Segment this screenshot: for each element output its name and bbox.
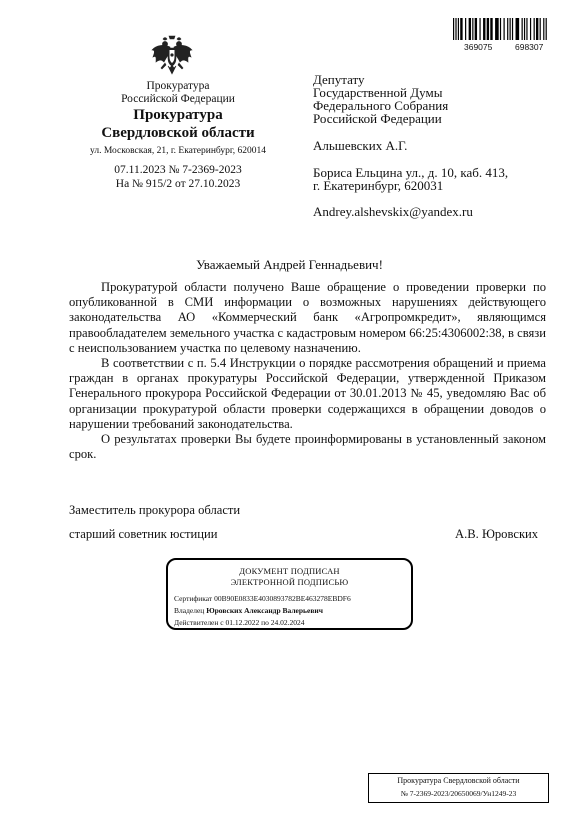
barcode-bar [475,18,477,40]
barcode-bar [540,18,541,40]
sender-org-line1: Прокуратура [146,80,210,92]
recipient-line: Российской Федерации [313,111,442,126]
registration-org: Прокуратура Свердловской области [397,776,520,785]
barcode-bar [500,18,501,40]
stamp-valid-to: 24.02.2024 [270,618,305,627]
body-paragraph: О результатах проверки Вы будете проинформированы в установленный законом срок. [69,432,546,462]
stamp-certificate-value: 00B90E0833E4030893782BE463278EBDF6 [214,594,351,603]
barcode-bar [512,18,513,40]
barcode-bar [536,18,538,40]
stamp-validity [174,618,305,627]
stamp-title-line1: ДОКУМЕНТ ПОДПИСАН [239,566,340,576]
stamp-valid-from-prefix: с [220,618,224,627]
barcode-bar [495,18,499,40]
recipient-line: Федерального Собрания [313,98,449,113]
barcode-bar [526,18,527,40]
signer-position-line1: Заместитель прокурора области [69,503,241,517]
barcode-bar [472,18,473,40]
signer-name: А.В. Юровских [455,527,539,541]
salutation: Уважаемый Андрей Геннадьевич! [196,257,383,272]
reply-to-number: На № 915/2 от 27.10.2023 [115,177,241,190]
outgoing-number: 07.11.2023 № 7-2369-2023 [114,164,242,176]
barcode-bar [483,18,485,40]
stamp-valid-label: Действителен [174,618,219,627]
barcode-right-digits: 698307 [515,42,544,52]
stamp-valid-to-prefix: по [261,618,269,627]
barcode [453,18,548,40]
barcode-bar [546,18,547,40]
letter-body [69,280,546,462]
signer-position-line2: старший советник юстиции [69,527,218,541]
sender-address: ул. Московская, 21, г. Екатеринбург, 620014 [90,146,266,156]
barcode-bar [453,18,454,40]
recipient-address-line1: Бориса Ельцина ул., д. 10, каб. 413, [313,165,509,180]
registration-box [368,773,549,803]
double-headed-eagle-emblem-icon [150,34,194,78]
stamp-certificate-label: Сертификат [174,594,213,603]
barcode-bar [534,18,535,40]
barcode-bar [507,18,508,40]
electronic-signature-stamp [166,558,413,630]
barcode-bar [504,18,505,40]
recipient-line: Депутату [313,72,365,87]
body-paragraph: В соответствии с п. 5.4 Инструкции о порядке рассмотрения обращений и приема граждан в органах прокуратуры Российской Федерации, утвержденной Приказом Генерального прокурора Российской Федерации от 30.01.2013 № 45, уведомляю Вас об организации прокуратурой области проверки содержащихся в обращении доводов о нарушении требований законодательства. [69,356,546,431]
barcode-bar [543,18,544,40]
recipient-name: Альшевских А.Г. [313,138,408,153]
barcode-bar [530,18,531,40]
body-paragraph: Прокуратурой области получено Ваше обращение о проведении проверки по опубликованной в СМИ информации о возможных нарушениях действующего законодательства АО «Коммерческий банк «Агропромкредит», являющимся правообладателем земельного участка с кадастровым номером 66:25:4306002:38, в связи с неиспользованием участка по целевому назначению. [69,280,546,355]
barcode-bar [460,18,462,40]
sender-title-line1: Прокуратура [133,107,223,123]
recipient-email: Andrey.alshevskix@yandex.ru [313,204,473,219]
recipient-address-line2: г. Екатеринбург, 620031 [313,178,444,193]
barcode-bar [510,18,511,40]
sender-block [60,80,296,191]
stamp-certificate [174,594,351,603]
sender-title-line2: Свердловской области [101,125,255,141]
barcode-bar [465,18,466,40]
registration-number: № 7-2369-2023/20650069/Ун1249-23 [400,789,517,798]
barcode-bar [522,18,523,40]
barcode-bar [479,18,480,40]
barcode-bar [469,18,471,40]
barcode-bar [455,18,456,40]
barcode-bar [516,18,520,40]
recipient-block [313,73,563,218]
stamp-valid-from: 01.12.2022 [225,618,260,627]
stamp-owner-value: Юровских Александр Валерьевич [206,606,323,615]
barcode-bar [458,18,459,40]
stamp-title-line2: ЭЛЕКТРОННОЙ ПОДПИСЬЮ [230,577,349,587]
barcode-bar [524,18,525,40]
recipient-line: Государственной Думы [313,85,443,100]
stamp-owner-label: Владелец [174,606,205,615]
stamp-owner [174,606,323,615]
sender-org-line2: Российской Федерации [121,93,235,105]
barcode-bar [487,18,489,40]
barcode-left-digits: 369075 [464,42,493,52]
barcode-bar [490,18,492,40]
